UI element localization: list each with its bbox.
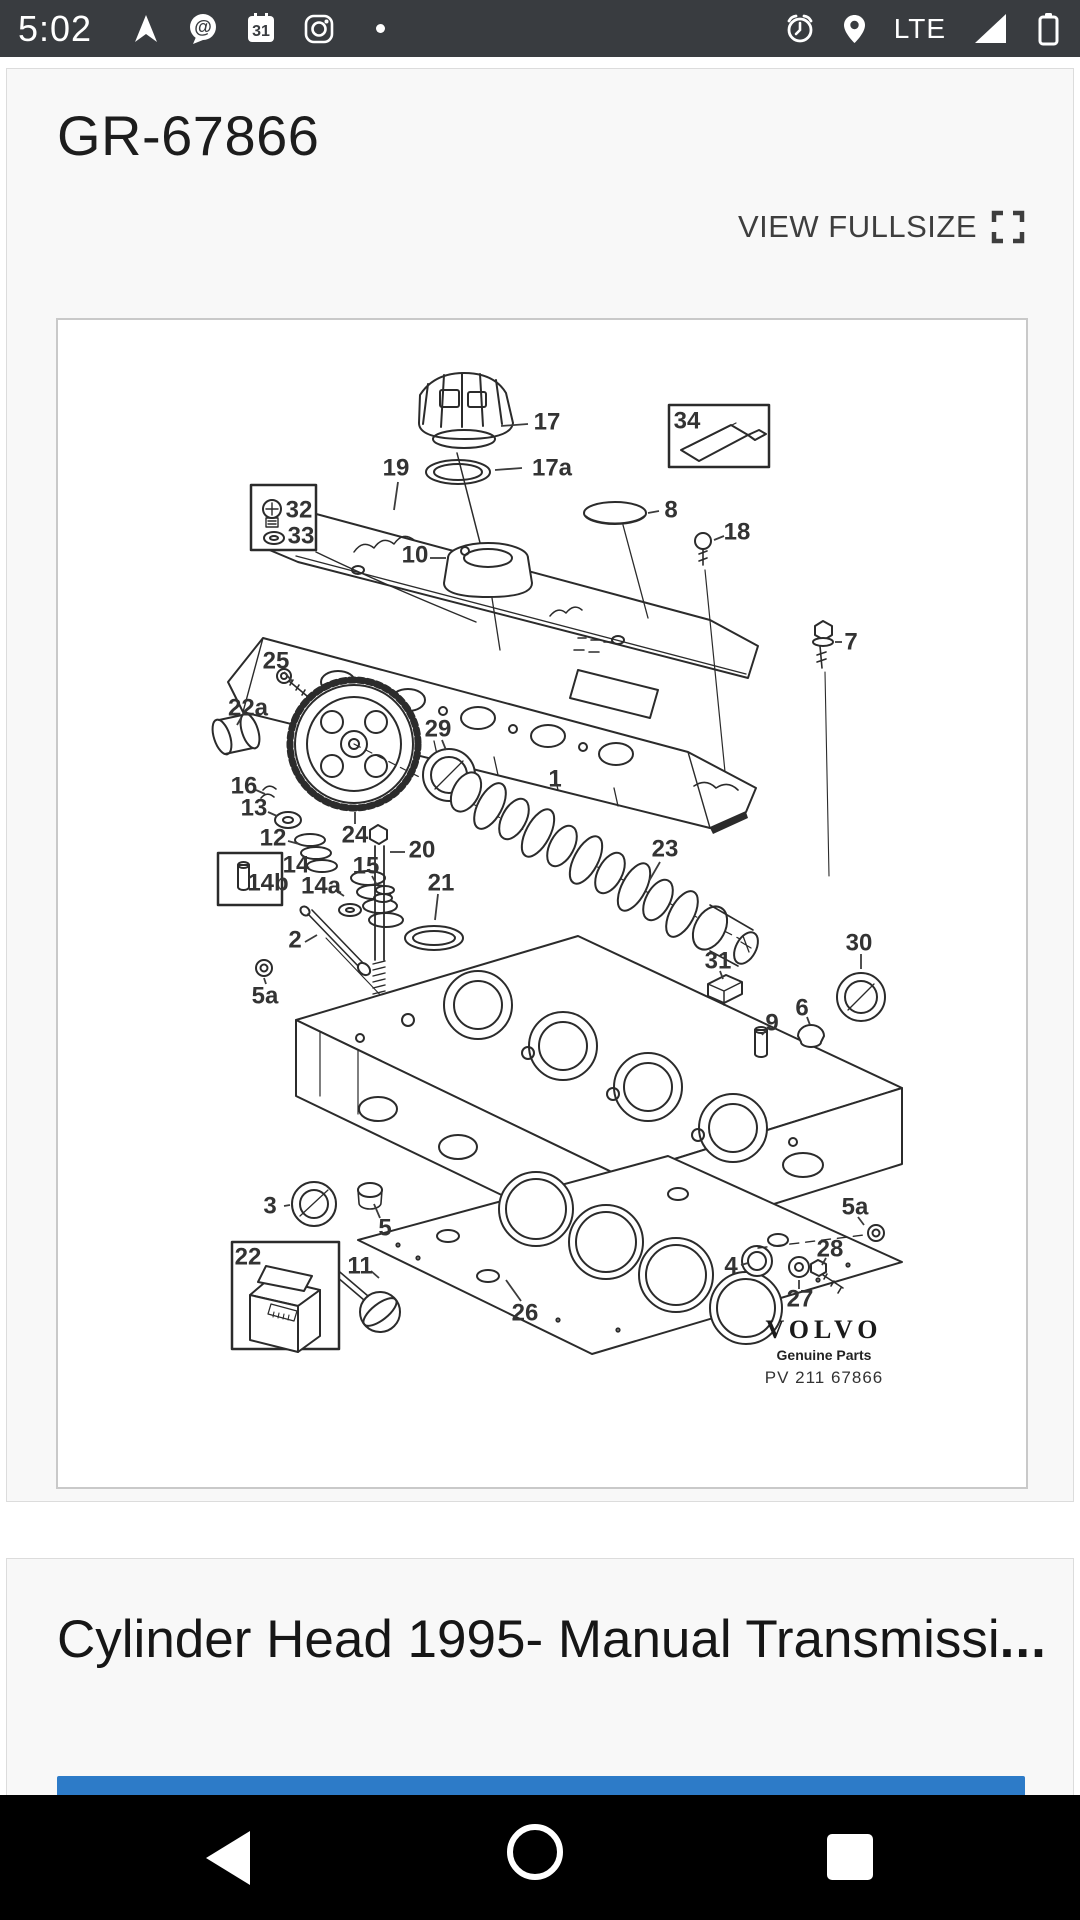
part-number-label: 2 xyxy=(288,926,302,954)
part-number-label: 4 xyxy=(724,1252,738,1280)
exploded-parts-diagram[interactable] xyxy=(56,318,1028,1489)
part-number-label: 28 xyxy=(816,1235,844,1263)
part-number-label: 5a xyxy=(251,982,279,1010)
part-number-label: 5 xyxy=(378,1214,392,1242)
system-icons xyxy=(785,11,1062,47)
notification-icons xyxy=(132,13,785,45)
part-number-label: 20 xyxy=(408,836,436,864)
messenger-at-icon xyxy=(188,13,218,45)
svg-text:@: @ xyxy=(194,16,212,37)
view-fullsize-label: VIEW FULLSIZE xyxy=(737,209,977,244)
instagram-icon xyxy=(304,14,334,44)
navigation-arrow-icon xyxy=(132,14,160,44)
back-icon[interactable] xyxy=(206,1831,250,1885)
part-number-label: 7 xyxy=(844,628,858,656)
battery-icon xyxy=(1034,11,1062,47)
part-number-label: 14a xyxy=(300,872,342,900)
part-number-label: 6 xyxy=(795,994,809,1022)
part-number-label: 1 xyxy=(548,765,562,793)
part-number-label: 31 xyxy=(704,947,732,975)
part-number-label: 17 xyxy=(533,408,561,436)
part-number-label: 3 xyxy=(263,1192,277,1220)
android-navigation-bar xyxy=(0,1795,1080,1920)
part-number-label: 22 xyxy=(234,1243,262,1271)
part-diagram-card xyxy=(6,68,1074,1502)
part-number-label: 21 xyxy=(427,869,455,897)
location-icon xyxy=(841,13,868,45)
view-fullsize-button[interactable] xyxy=(738,209,1025,245)
genuine-parts-text: Genuine Parts xyxy=(776,1347,872,1363)
part-number-label: 12 xyxy=(259,824,287,852)
clock-time: 5:02 xyxy=(18,7,93,49)
calendar-31-icon xyxy=(246,13,276,44)
callout-leader-line xyxy=(648,511,659,513)
title-truncation-ellipsis: ... xyxy=(999,1610,1047,1669)
callout-leader-line xyxy=(394,482,398,510)
callout-leader-line xyxy=(284,1205,290,1206)
part-number-label: 9 xyxy=(765,1009,779,1037)
part-number-label: 29 xyxy=(424,715,452,743)
part-number-label: 30 xyxy=(845,929,873,957)
recents-icon[interactable] xyxy=(827,1834,873,1880)
network-type-label: LTE xyxy=(893,12,946,44)
part-number-label: 26 xyxy=(511,1299,539,1327)
part-number-label: 23 xyxy=(651,835,679,863)
part-number-label: 19 xyxy=(382,454,410,482)
part-number-label: 13 xyxy=(240,794,268,822)
part-number-label: 8 xyxy=(664,496,678,524)
callout-leader-line xyxy=(268,812,277,816)
part-number-label: 27 xyxy=(786,1285,814,1313)
home-icon[interactable] xyxy=(507,1824,563,1880)
product-title-text: Cylinder Head 1995- Manual Transmissi xyxy=(57,1610,1000,1669)
alarm-icon xyxy=(785,13,815,45)
parts-diagram-svg xyxy=(58,320,1026,1487)
svg-text:31: 31 xyxy=(252,23,270,40)
part-code-title: GR-67866 xyxy=(57,104,320,167)
part-number-label: 22a xyxy=(227,694,269,722)
product-title xyxy=(57,1609,1047,1670)
callout-leader-line xyxy=(714,536,724,540)
part-number-label: 32 xyxy=(285,496,313,524)
part-number-label: 34 xyxy=(673,407,701,435)
fullscreen-icon xyxy=(991,210,1025,244)
status-bar xyxy=(0,0,1080,57)
part-number-label: 16 xyxy=(230,772,258,800)
part-number-label: 11 xyxy=(347,1252,373,1280)
notification-dot xyxy=(376,24,385,33)
part-number-label: 14 xyxy=(282,851,310,879)
callout-leader-line xyxy=(435,894,438,920)
part-number-label: 24 xyxy=(341,821,369,849)
part-number-label: 15 xyxy=(352,852,380,880)
signal-icon xyxy=(972,14,1008,44)
part-number-label: 10 xyxy=(401,541,429,569)
callout-leader-line xyxy=(495,468,522,470)
part-number-label: 25 xyxy=(262,647,290,675)
part-number-label: 33 xyxy=(287,522,315,550)
volvo-logo-text: VOLVO xyxy=(765,1315,883,1344)
part-number-label: 18 xyxy=(723,518,751,546)
drawing-reference-number: PV 211 67866 xyxy=(764,1368,884,1387)
callout-leader-line xyxy=(305,935,317,942)
part-number-label: 17a xyxy=(531,454,573,482)
primary-action-button-top[interactable] xyxy=(57,1776,1025,1796)
part-number-label: 5a xyxy=(841,1193,869,1221)
part-number-label: 14b xyxy=(247,869,289,897)
